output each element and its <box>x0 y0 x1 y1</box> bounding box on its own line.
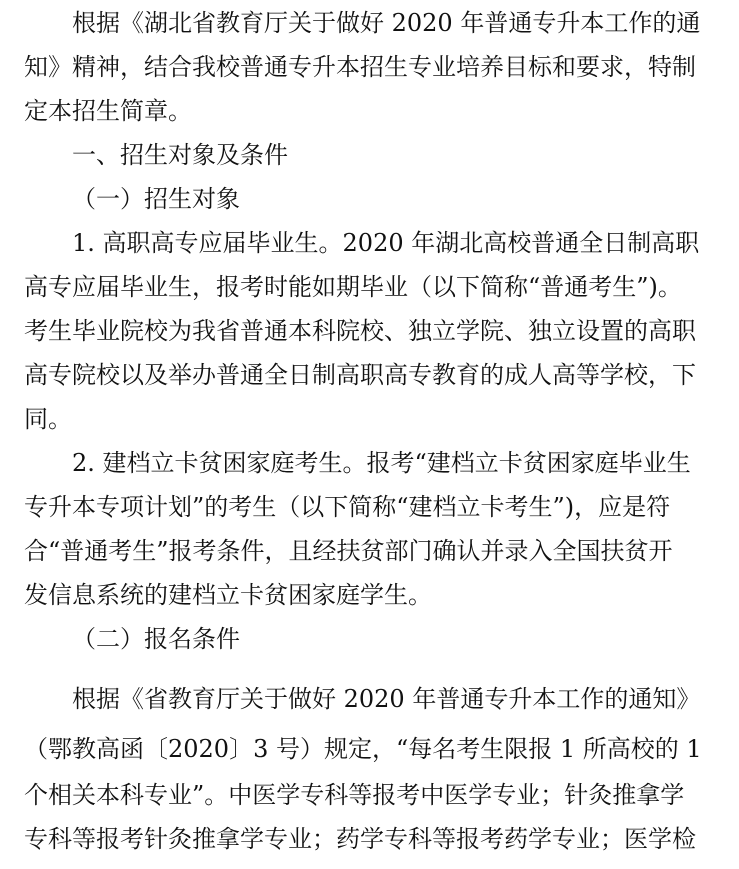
section-heading: 一、招生对象及条件 <box>72 141 288 169</box>
paragraph-line-17: （鄂教高函〔2020〕3 号）规定，“每名考生限报 1 所高校的 1 <box>24 735 702 763</box>
subsection-heading-1: （一）招生对象 <box>72 185 240 213</box>
paragraph-line-7: 高专应届毕业生，报考时能如期毕业（以下简称“普通考生”)。 <box>24 273 682 301</box>
paragraph-line-18: 个相关本科专业”。中医学专科等报考中医学专业；针灸推拿学 <box>24 781 685 809</box>
paragraph-line-2: 知》精神，结合我校普通专升本招生专业培养目标和要求，特制 <box>24 53 696 81</box>
paragraph-line-9: 高专院校以及举办普通全日制高职高专教育的成人高等学校，下 <box>24 361 696 389</box>
paragraph-line-10: 同。 <box>24 405 72 433</box>
paragraph-line-11: 2. 建档立卡贫困家庭考生。报考“建档立卡贫困家庭毕业生 <box>72 449 691 477</box>
paragraph-line-1: 根据《湖北省教育厅关于做好 2020 年普通专升本工作的通 <box>72 9 701 37</box>
paragraph-line-19: 专科等报考针灸推拿学专业；药学专科等报考药学专业；医学检 <box>24 825 696 853</box>
paragraph-line-14: 发信息系统的建档立卡贫困家庭学生。 <box>24 581 432 609</box>
paragraph-line-8: 考生毕业院校为我省普通本科院校、独立学院、独立设置的高职 <box>24 317 696 345</box>
paragraph-line-6: 1. 高职高专应届毕业生。2020 年湖北高校普通全日制高职 <box>72 229 700 257</box>
subsection-heading-2: （二）报名条件 <box>72 625 240 653</box>
paragraph-line-12: 专升本专项计划”的考生（以下简称“建档立卡考生”)，应是符 <box>24 493 671 521</box>
paragraph-line-13: 合“普通考生”报考条件，且经扶贫部门确认并录入全国扶贫开 <box>24 537 673 565</box>
paragraph-line-16: 根据《省教育厅关于做好 2020 年普通专升本工作的通知》 <box>72 685 701 713</box>
paragraph-line-3: 定本招生简章。 <box>24 97 192 125</box>
